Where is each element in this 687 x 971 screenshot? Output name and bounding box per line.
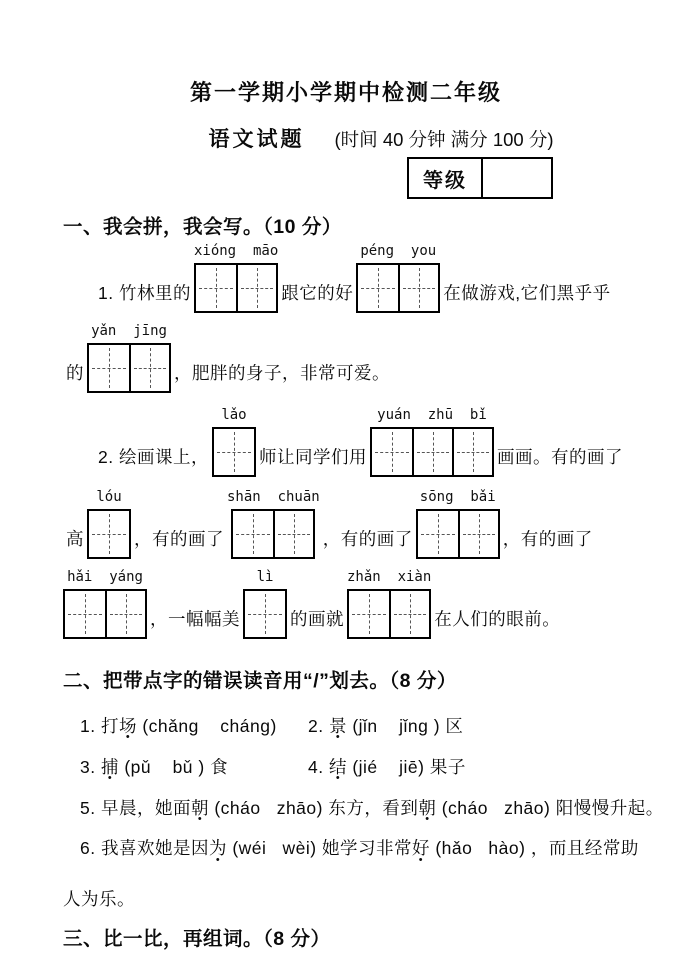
- grid-cell: [105, 591, 145, 637]
- writing-grid-group: [416, 489, 500, 559]
- writing-grid: [347, 589, 431, 639]
- writing-grid-group: [87, 489, 131, 559]
- writing-grid: [194, 263, 278, 313]
- writing-grid-group: [243, 569, 287, 639]
- item-text: (pǔ bǔ ) 食: [118, 756, 229, 777]
- pinyin-label: yuán zhū bǐ: [377, 407, 487, 423]
- item-text: 2.: [308, 716, 329, 736]
- line-text: ，有的画了: [322, 529, 413, 549]
- dotted-char: 为: [208, 838, 227, 859]
- exam-info: (时间 40 分钟 满分 100 分): [334, 129, 554, 150]
- grid-cell: [89, 345, 129, 391]
- question-item-5: [80, 797, 664, 820]
- item-text: (hǎo hào) ，而且经常助: [429, 838, 639, 859]
- writing-grid-group: [87, 323, 171, 393]
- grid-cell: [196, 265, 236, 311]
- writing-grid-group: [63, 569, 147, 639]
- item-text: (wéi wèi) 她学习非常: [226, 838, 412, 859]
- writing-grid-group: [227, 489, 320, 559]
- question-row: [63, 837, 639, 860]
- grid-cell: [89, 511, 129, 557]
- question-item-2: [308, 715, 463, 738]
- pinyin-label: hǎi yáng: [67, 569, 143, 585]
- grid-cell: [236, 265, 276, 311]
- writing-grid: [243, 589, 287, 639]
- writing-grid-group: [194, 243, 278, 313]
- question-item-3: [80, 756, 308, 779]
- line-text: 的: [66, 363, 84, 383]
- writing-grid: [231, 509, 315, 559]
- pinyin-writing-line-5: [63, 569, 629, 639]
- pinyin-label: lì: [256, 569, 274, 585]
- dotted-char: 结: [328, 756, 347, 777]
- item-text: 4.: [308, 756, 329, 777]
- grid-cell: [233, 511, 273, 557]
- line-text: 跟它的好: [281, 283, 354, 303]
- pinyin-writing-line-1: [63, 243, 629, 313]
- dotted-char: 朝: [190, 797, 209, 818]
- pinyin-label: péng you: [360, 243, 437, 259]
- pinyin-label: lǎo: [221, 407, 247, 423]
- grid-cell: [245, 591, 285, 637]
- subtitle-row: [63, 123, 629, 153]
- line-text: 在做游戏,它们黑乎乎: [443, 283, 611, 303]
- item-text: 1. 打: [80, 716, 119, 736]
- item-text: 5. 早晨，她面: [80, 797, 191, 818]
- grade-box: [407, 157, 553, 199]
- dotted-char: 好: [411, 838, 430, 859]
- writing-grid: [370, 427, 494, 477]
- question-row: [63, 797, 664, 820]
- grid-cell: [273, 511, 313, 557]
- line-text: 1. 竹林里的: [98, 283, 191, 303]
- pinyin-label: lóu: [96, 489, 122, 505]
- question-row: [63, 756, 629, 779]
- line-text: ，有的画了: [134, 529, 224, 549]
- line-text: 在人们的眼前。: [434, 609, 561, 629]
- writing-grid-group: [212, 407, 256, 477]
- grid-cell: [358, 265, 398, 311]
- writing-grid: [87, 509, 131, 559]
- writing-grid: [416, 509, 500, 559]
- item-text: (chǎng cháng): [136, 716, 277, 736]
- question-row: [63, 715, 629, 738]
- subject-title: 语文试题: [208, 128, 305, 151]
- grid-cell: [398, 265, 438, 311]
- pinyin-label: zhǎn xiàn: [347, 569, 432, 585]
- line-text: 画画。有的画了: [496, 447, 623, 467]
- dotted-char: 场: [118, 716, 137, 736]
- grid-cell: [372, 429, 412, 475]
- section2-heading: 二、把带点字的错误读音用“/”划去。（8 分）: [63, 670, 457, 692]
- pinyin-label: shān chuān: [227, 489, 320, 505]
- dotted-char: 朝: [418, 797, 437, 818]
- dotted-char: 景: [328, 716, 347, 736]
- pinyin-writing-line-4: [63, 489, 629, 559]
- line-text: 高: [66, 529, 84, 549]
- writing-grid-group: [370, 407, 494, 477]
- writing-grid: [212, 427, 256, 477]
- question-item-6: [80, 837, 639, 860]
- grid-cell: [349, 591, 389, 637]
- item-text: 6. 我喜欢她是因: [80, 838, 209, 859]
- item-text: (cháo zhāo) 东方，看到: [208, 797, 419, 818]
- grid-cell: [452, 429, 492, 475]
- writing-grid-group: [347, 569, 431, 639]
- writing-grid: [356, 263, 440, 313]
- line-text: 的画就: [290, 609, 344, 629]
- question-item-4: [308, 756, 466, 779]
- grid-cell: [65, 591, 105, 637]
- grid-cell: [458, 511, 498, 557]
- pinyin-label: yǎn jīng: [91, 323, 167, 339]
- grid-cell: [412, 429, 452, 475]
- section3-heading: 三、比一比，再组词。（8 分）: [63, 928, 331, 950]
- writing-grid: [87, 343, 171, 393]
- line-text: ，一幅幅美: [150, 609, 240, 629]
- dotted-char: 捕: [100, 756, 119, 777]
- item-text: 3.: [80, 756, 101, 777]
- grade-label: 等级: [409, 159, 483, 197]
- question-item-1: [80, 715, 308, 738]
- line-text: 2. 绘画课上，: [98, 447, 209, 467]
- question-item-6-continuation: 人为乐。: [63, 889, 135, 909]
- pinyin-label: xióng māo: [193, 243, 279, 259]
- item-text: (jié jiē) 果子: [346, 756, 466, 777]
- grid-cell: [214, 429, 254, 475]
- item-text: (cháo zhāo) 阳慢慢升起。: [436, 797, 664, 818]
- grid-cell: [129, 345, 169, 391]
- writing-grid-group: [356, 243, 440, 313]
- pinyin-writing-line-2: [63, 323, 629, 393]
- section1-heading: 一、我会拼，我会写。（10 分）: [63, 216, 342, 238]
- grade-value-cell: [483, 159, 551, 197]
- pinyin-writing-line-3: [63, 407, 629, 477]
- page-title: 第一学期小学期中检测二年级: [189, 80, 502, 105]
- line-text: 师让同学们用: [258, 447, 367, 467]
- line-text: ，肥胖的身子，非常可爱。: [174, 363, 390, 383]
- grid-cell: [418, 511, 458, 557]
- grid-cell: [389, 591, 429, 637]
- line-text: ，有的画了: [502, 529, 593, 549]
- writing-grid: [63, 589, 147, 639]
- pinyin-label: sōng bǎi: [419, 489, 496, 505]
- item-text: (jǐn jǐng ) 区: [346, 716, 464, 736]
